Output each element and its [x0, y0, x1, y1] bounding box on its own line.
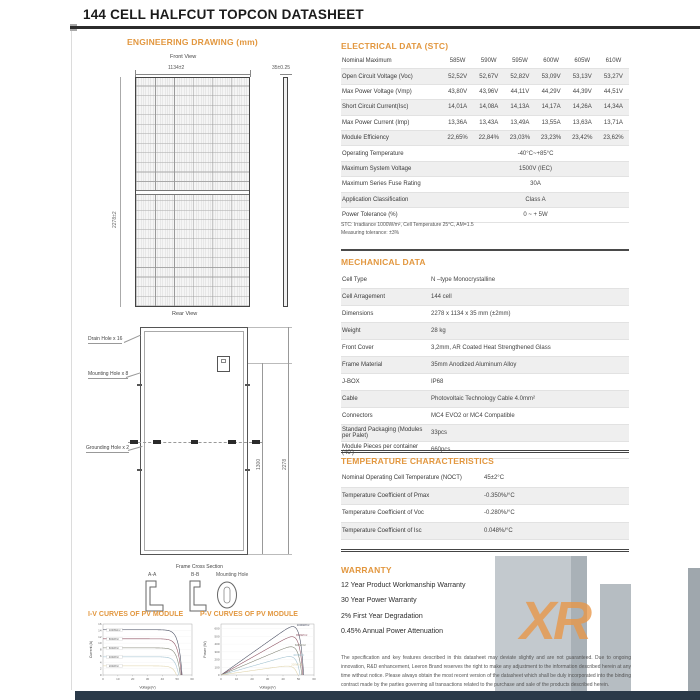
warranty-item: 0.45% Annual Power Attenuation [341, 628, 443, 636]
cell-value: 14,13A [510, 104, 530, 111]
cell-value: -0.280%/°C [484, 510, 515, 517]
section-divider [341, 549, 629, 552]
row-label: Module Efficiency [342, 135, 389, 142]
cell-value: 610W [605, 58, 622, 65]
row-label: Frame Material [342, 362, 383, 368]
mechanical-table-row [341, 306, 629, 323]
row-label: Short Circuit Current(Isc) [342, 104, 409, 111]
row-label: Nominal Operating Cell Temperature (NOCT) [342, 475, 462, 482]
cell-value: 44,29V [541, 88, 561, 95]
temperature-table-row [341, 505, 629, 523]
svg-text:30: 30 [145, 677, 150, 681]
cell-value: -0.350%/°C [484, 492, 515, 499]
cell-value: Photovoltaic Technology Cable 4.0mm² [431, 396, 535, 402]
cell-value: 13,36A [448, 119, 468, 126]
drain-hole-label: Drain Hole x 16 [88, 336, 123, 342]
row-label: Temperature Coefficient of Pmax [342, 492, 430, 499]
svg-text:0: 0 [220, 677, 222, 681]
electrical-table-row [341, 131, 629, 146]
connector-drawing [228, 440, 236, 444]
pv-curves-title: P-V CURVES OF PV MODULE [200, 611, 298, 618]
junction-box-detail [221, 359, 226, 363]
extension-line [248, 363, 292, 364]
mounting-slot [245, 384, 250, 386]
rear-view-label: Rear View [172, 311, 198, 317]
engineering-drawing-header: ENGINEERING DRAWING (mm) [127, 37, 258, 47]
dimension-line [120, 77, 121, 307]
frame-profile-aa-drawing [141, 579, 167, 613]
svg-text:4: 4 [99, 660, 102, 665]
mounting-slot [245, 469, 250, 471]
cell-value: 43,96V [479, 88, 499, 95]
row-label: Application Classification [342, 196, 409, 203]
cell-value: 33pcs [431, 430, 448, 436]
frame-profile-bb-drawing [183, 579, 209, 613]
cell-value: 52,52V [448, 73, 468, 80]
electrical-table-row [341, 162, 629, 177]
page-left-edge [71, 31, 72, 690]
row-label: Dimensions [342, 311, 374, 317]
svg-text:400: 400 [214, 642, 220, 647]
cell-value: 595W [512, 58, 528, 65]
electrical-table-row [341, 177, 629, 192]
xr-logo-watermark: XR [520, 591, 590, 651]
cell-value: 45±2°C [484, 475, 505, 482]
warranty-header: WARRANTY [341, 565, 392, 575]
svg-text:600W/m²: 600W/m² [108, 647, 120, 651]
temperature-characteristics-header: TEMPERATURE CHARACTERISTICS [341, 456, 495, 466]
row-label: Nominal Maximum [342, 58, 392, 65]
svg-text:300: 300 [214, 649, 220, 654]
row-label: Max Power Current (Imp) [342, 119, 410, 126]
iv-curves-chart [88, 619, 196, 691]
svg-text:30: 30 [265, 677, 270, 681]
svg-text:50: 50 [175, 677, 179, 681]
svg-text:200W/m²: 200W/m² [108, 665, 120, 669]
svg-text:10: 10 [234, 677, 239, 681]
svg-text:400W/m²: 400W/m² [108, 655, 120, 659]
cell-value: Class A [525, 196, 546, 203]
row-label: Maximum Series Fuse Rating [342, 181, 421, 188]
cell-value: 1500V (IEC) [518, 165, 552, 172]
svg-text:Voltage(V): Voltage(V) [139, 685, 156, 690]
cell-value: 35mm Anodized Aluminum Alloy [431, 362, 517, 368]
mechanical-table-row [341, 272, 629, 289]
mechanical-table-row [341, 289, 629, 306]
section-divider [341, 249, 629, 251]
svg-text:40: 40 [160, 677, 165, 681]
svg-text:400W/m²: 400W/m² [293, 653, 305, 657]
cell-value: 44,39V [572, 88, 592, 95]
page-title: 144 CELL HALFCUT TOPCON DATASHEET [83, 7, 364, 22]
leader-line [124, 335, 141, 343]
row-label: Cell Type [342, 277, 367, 283]
row-label: Maximum System Voltage [342, 165, 412, 172]
dimension-line [280, 74, 292, 75]
dimension-line [288, 327, 289, 554]
svg-text:800W/m²: 800W/m² [296, 634, 308, 638]
svg-text:500: 500 [214, 634, 220, 639]
dimension-tick [250, 70, 251, 77]
row-label: Open Circuit Voltage (Voc) [342, 73, 413, 80]
cell-value: 53,13V [572, 73, 592, 80]
row-label: Standard Packaging (Modules per Palet) [342, 427, 423, 439]
svg-text:20: 20 [130, 677, 135, 681]
cell-value: 53,09V [541, 73, 561, 80]
stc-note-line2: Measuring tolerance: ±3% [341, 230, 400, 236]
cell-value: 44,11V [510, 88, 530, 95]
cell-value: 13,43A [479, 119, 499, 126]
svg-text:600W/m²: 600W/m² [294, 644, 307, 648]
connector-drawing [130, 440, 138, 444]
cell-value: 14,17A [541, 104, 561, 111]
title-rule [70, 26, 700, 29]
cell-value: 22,84% [478, 135, 499, 142]
mounting-hole-label: Mounting Hole x 8 [88, 371, 129, 377]
row-label: Weight [342, 328, 361, 334]
cell-value: 605W [574, 58, 591, 65]
electrical-table [341, 54, 629, 223]
svg-text:60: 60 [312, 677, 316, 681]
extension-line [248, 554, 292, 555]
svg-text:12: 12 [98, 634, 102, 639]
cell-value: 2278 x 1134 x 35 mm (±2mm) [431, 311, 511, 317]
dim-thickness-label: 35±0.25 [272, 65, 291, 71]
side-view-drawing [283, 77, 288, 307]
svg-text:2: 2 [99, 666, 102, 671]
cell-value: 14,26A [572, 104, 592, 111]
cell-value: N –type Monocrystalline [431, 277, 496, 283]
row-label: J-BOX [342, 379, 360, 385]
mechanical-table [341, 272, 629, 459]
mounting-slot [137, 469, 142, 471]
cell-value: 13,63A [572, 119, 592, 126]
temperature-table-row [341, 488, 629, 506]
warranty-item: 2% First Year Degradation [341, 612, 423, 620]
svg-text:6: 6 [99, 653, 102, 658]
electrical-table-row [341, 193, 629, 208]
electrical-data-header: ELECTRICAL DATA (STC) [341, 41, 449, 51]
cell-value: 23,23% [540, 135, 562, 142]
svg-text:16: 16 [98, 622, 102, 626]
mechanical-data-header: MECHANICAL DATA [341, 257, 426, 267]
warranty-item: 12 Year Product Workmanship Warranty [341, 582, 466, 589]
section-bb-label: B-B [191, 572, 200, 578]
svg-text:14: 14 [98, 628, 102, 633]
watermark-right-bar [688, 568, 700, 700]
cell-value: 3,2mm, AR Coated Heat Strengthened Glass [431, 345, 551, 351]
cell-value: 660pcs [431, 447, 451, 453]
svg-text:20: 20 [250, 677, 254, 681]
extension-line [248, 327, 292, 328]
connector-drawing [153, 440, 161, 444]
warranty-item: 30 Year Power Warranty [341, 597, 417, 605]
row-label: Max Power Voltage (Vmp) [342, 88, 412, 95]
row-label: Module Pieces per container (40') [342, 444, 419, 456]
cell-value: 14,01A [448, 104, 468, 111]
cell-value: MC4 EVO2 or MC4 Compatible [431, 413, 515, 419]
svg-text:50: 50 [296, 677, 301, 681]
mechanical-table-row [341, 374, 629, 391]
dim-width-label: 1134±2 [168, 65, 185, 71]
electrical-table-row [341, 54, 629, 69]
cell-value: 53,27V [603, 73, 623, 80]
svg-text:60: 60 [190, 677, 194, 681]
mechanical-table-row [341, 425, 629, 442]
row-label: Cable [342, 396, 358, 402]
row-label: Power Tolerance (%) [342, 212, 398, 219]
cell-value: IP68 [431, 379, 444, 385]
disclaimer-text: The specification and key features described in this datasheet may deviate slightly and are not guaranteed. Due to ongoing innovation, R&D enhancement, Leeron Brand reserves the right to make any adjustment to the information described herein at any time without notice. Please always obtain the most recent version of the datasheet which shall be duly incorporated into the binding contract made by the parties governing all transactions related to the purchase and sale of the products described herein. [341, 655, 631, 688]
cell-value: 23,03% [509, 135, 531, 142]
connector-drawing [191, 440, 198, 444]
cell-value: 30A [530, 181, 541, 188]
temperature-table-row [341, 470, 629, 488]
footer-bar [75, 691, 700, 700]
svg-text:8: 8 [99, 647, 102, 652]
mechanical-table-row [341, 340, 629, 357]
electrical-table-row [341, 116, 629, 131]
mechanical-table-row [341, 357, 629, 374]
electrical-table-row [341, 69, 629, 84]
dim-right-outer-label: 2278 [282, 458, 288, 470]
svg-text:100: 100 [214, 665, 220, 670]
cell-value: 144 cell [431, 294, 452, 300]
cell-value: 43,80V [448, 88, 468, 95]
cell-value: 23,62% [603, 135, 624, 142]
cell-value: 22,65% [447, 135, 468, 142]
svg-text:0: 0 [217, 673, 220, 677]
electrical-table-row [341, 100, 629, 115]
stc-note-line1: STC: Irradiance 1000W/m², Cell Temperature 25°C, AM=1.5 [341, 222, 474, 228]
svg-text:600: 600 [214, 626, 220, 631]
svg-text:1000W/m²: 1000W/m² [296, 623, 310, 627]
dim-height-label: 2278±2 [112, 211, 118, 228]
electrical-table-row [341, 146, 629, 161]
row-label: Front Cover [342, 345, 374, 351]
electrical-table-row [341, 208, 629, 223]
mounting-hole-drawing [214, 579, 242, 613]
cell-value: 52,67V [479, 73, 499, 80]
svg-text:200: 200 [214, 657, 220, 662]
cell-value: 585W [449, 58, 466, 65]
iv-curves-title: I-V CURVES OF PV MODULE [88, 611, 184, 618]
svg-text:800W/m²: 800W/m² [108, 637, 120, 641]
grounding-hole-label: Grounding Hole x 2 [86, 445, 130, 451]
mechanical-table-row [341, 391, 629, 408]
svg-text:0: 0 [99, 673, 102, 677]
cell-value: 14,34A [603, 104, 623, 111]
panel-center-gap [136, 190, 249, 195]
connector-drawing [252, 440, 260, 444]
front-view-label: Front View [170, 54, 197, 60]
mounting-hole-detail-label: Mounting Hole [216, 572, 249, 578]
dimension-line [262, 363, 263, 554]
cell-value: -40°C~+85°C [517, 150, 554, 157]
mounting-slot [137, 384, 142, 386]
cell-value: 13,71A [603, 119, 623, 126]
svg-text:Voltage(V): Voltage(V) [259, 685, 276, 690]
svg-text:0: 0 [102, 677, 104, 681]
row-label: Operating Temperature [342, 150, 404, 157]
mechanical-table-row [341, 408, 629, 425]
cell-value: 590W [480, 58, 497, 65]
svg-text:1000W/m²: 1000W/m² [108, 628, 121, 632]
svg-text:Current (A): Current (A) [89, 640, 93, 659]
cell-value: 13,55A [541, 119, 561, 126]
cell-value: 13,49A [510, 119, 530, 126]
cell-value: 28 kg [431, 328, 446, 334]
row-label: Temperature Coefficient of Isc [342, 527, 422, 534]
dim-right-inner-label: 1300 [256, 458, 262, 470]
dimension-line [135, 74, 250, 75]
temperature-table-row [341, 523, 629, 541]
svg-text:10: 10 [116, 677, 120, 681]
svg-text:Power (W): Power (W) [203, 641, 207, 658]
electrical-table-row [341, 85, 629, 100]
pv-curves-chart [202, 619, 318, 691]
cell-value: 14,08A [479, 104, 499, 111]
cell-value: 23,42% [572, 135, 593, 142]
row-label: Cell Arragement [342, 294, 386, 300]
cell-value: 600W [543, 58, 559, 65]
section-divider [341, 450, 629, 453]
svg-text:10: 10 [98, 641, 102, 646]
section-aa-label: A-A [148, 572, 157, 578]
cell-value: 0.048%/°C [484, 527, 513, 534]
cell-value: 52,82V [510, 73, 530, 80]
row-label: Connectors [342, 413, 373, 419]
warranty-list [341, 582, 591, 644]
svg-text:40: 40 [281, 677, 285, 681]
cell-value: 44,51V [603, 88, 623, 95]
cell-value: 0 ~ + 5W [523, 212, 548, 219]
svg-text:200W/m²: 200W/m² [291, 663, 303, 667]
dimension-tick [135, 70, 136, 77]
temperature-table [341, 470, 629, 540]
row-label: Temperature Coefficient of Voc [342, 510, 424, 517]
frame-cross-section-label: Frame Cross Section [176, 564, 223, 570]
mechanical-table-row [341, 323, 629, 340]
